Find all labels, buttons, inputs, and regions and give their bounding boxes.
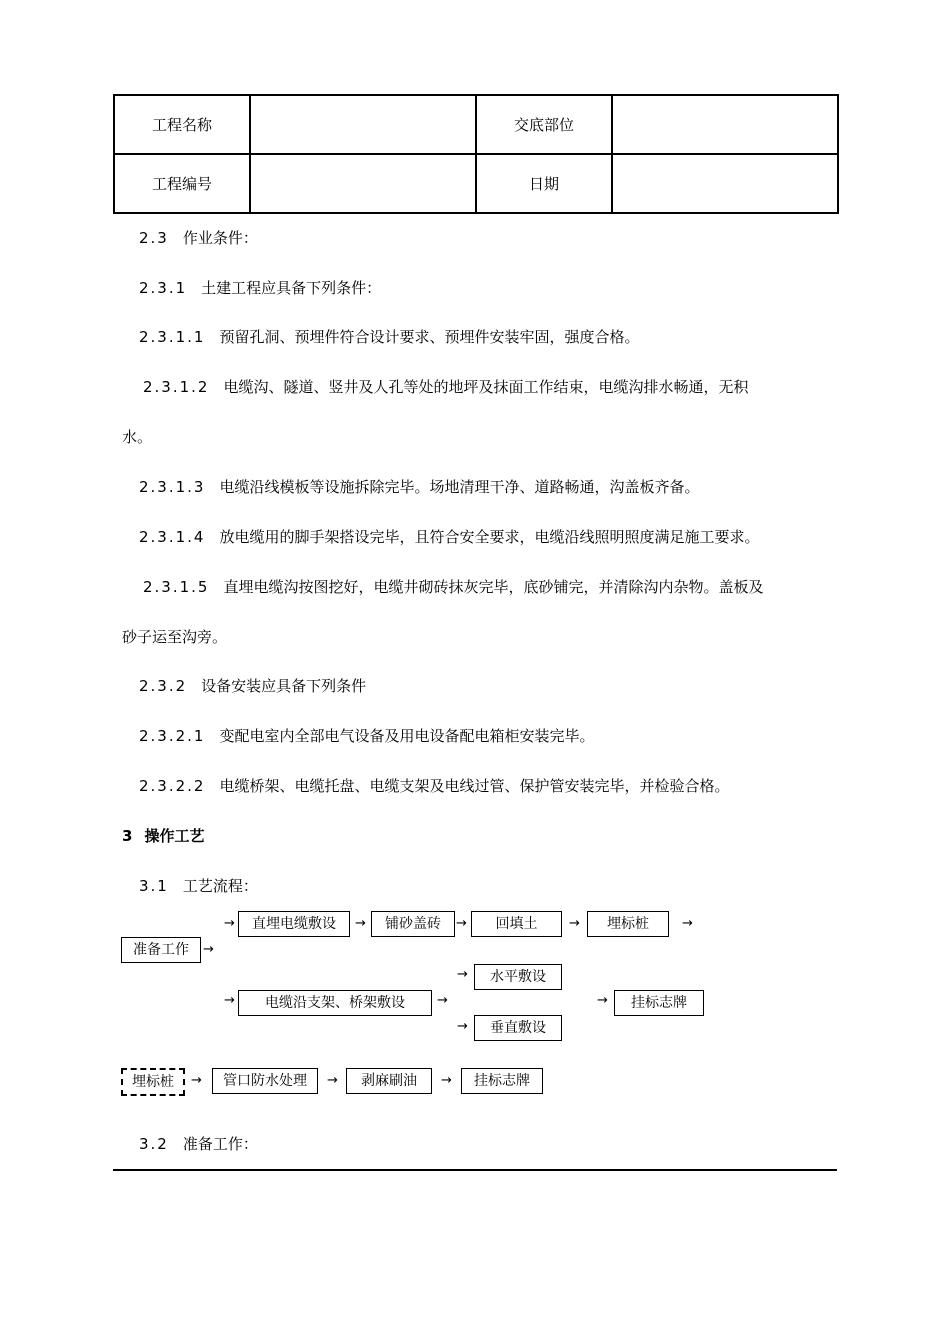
- para-2-3-2: 2.3.2 设备安装应具备下列条件: [139, 677, 367, 695]
- para-2-3-1-2: 2.3.1.2 电缆沟、隧道、竖井及人孔等处的地坪及抹面工作结束，电缆沟排水畅通，无积: [143, 378, 749, 396]
- flow-box-sign-tag: 挂标志牌: [614, 990, 704, 1016]
- flow-arrow: →: [682, 916, 693, 931]
- flow-arrow: →: [437, 993, 448, 1008]
- section-3-2-heading: 3.2 准备工作：: [139, 1135, 258, 1153]
- para-2-3-1-1: 2.3.1.1 预留孔洞、预埋件符合设计要求、预埋件安装牢固，强度合格。: [139, 328, 640, 346]
- flow-arrow: →: [191, 1073, 202, 1088]
- project-name-label: 工程名称: [114, 95, 250, 154]
- disclosure-part-value: [612, 95, 838, 154]
- flow-box-backfill: 回填土: [471, 911, 562, 937]
- para-2-3: 2.3 作业条件：: [139, 229, 258, 247]
- flow-arrow: →: [224, 993, 235, 1008]
- flow-box-marker-pile: 埋标桩: [587, 911, 669, 937]
- flow-box-bracket-lay: 电缆沿支架、桥架敷设: [238, 990, 432, 1016]
- flow-box-horizontal-lay: 水平敷设: [474, 964, 562, 990]
- flow-box-pipe-waterproof: 管口防水处理: [212, 1068, 318, 1094]
- project-name-value: [250, 95, 476, 154]
- flow-arrow: →: [457, 1019, 468, 1034]
- date-label: 日期: [476, 154, 612, 213]
- flow-arrow: →: [224, 916, 235, 931]
- para-2-3-1: 2.3.1 土建工程应具备下列条件：: [139, 279, 382, 297]
- flow-arrow: →: [456, 916, 467, 931]
- flow-box-direct-lay: 直埋电缆敷设: [238, 911, 350, 937]
- disclosure-part-label: 交底部位: [476, 95, 612, 154]
- flow-arrow: →: [327, 1073, 338, 1088]
- para-2-3-2-1: 2.3.2.1 变配电室内全部电气设备及用电设备配电箱柜安装完毕。: [139, 727, 595, 745]
- para-2-3-1-2-cont: 水。: [122, 428, 153, 446]
- project-no-label: 工程编号: [114, 154, 250, 213]
- flow-arrow: →: [457, 967, 468, 982]
- para-2-3-1-5-cont: 砂子运至沟旁。: [122, 628, 228, 646]
- section-3-heading: 3 操作工艺: [122, 827, 205, 845]
- flow-box-prep: 准备工作: [121, 937, 201, 963]
- project-no-value: [250, 154, 476, 213]
- flow-box-strip-paint: 剥麻刷油: [346, 1068, 432, 1094]
- flow-box-sand-cover: 铺砂盖砖: [371, 911, 455, 937]
- date-value: [612, 154, 838, 213]
- section-3-1-heading: 3.1 工艺流程：: [139, 877, 258, 895]
- flow-arrow: →: [203, 942, 214, 957]
- flow-box-vertical-lay: 垂直敷设: [474, 1015, 562, 1041]
- header-table: [113, 94, 839, 214]
- para-2-3-1-4: 2.3.1.4 放电缆用的脚手架搭设完毕，且符合安全要求，电缆沿线照明照度满足施工要求。: [139, 528, 760, 546]
- para-2-3-1-5: 2.3.1.5 直埋电缆沟按图挖好，电缆井砌砖抹灰完毕，底砂铺完，并清除沟内杂物。盖板及: [143, 578, 764, 596]
- para-2-3-1-3: 2.3.1.3 电缆沿线模板等设施拆除完毕。场地清理干净、道路畅通，沟盖板齐备。: [139, 478, 700, 496]
- flow-arrow: →: [355, 916, 366, 931]
- footer-rule: [113, 1169, 837, 1171]
- flow-arrow: →: [597, 993, 608, 1008]
- flow-arrow: →: [569, 916, 580, 931]
- flow-box-sign-tag-2: 挂标志牌: [461, 1068, 543, 1094]
- flow-box-marker-pile-dashed: 埋标桩: [121, 1068, 185, 1096]
- flow-arrow: →: [441, 1073, 452, 1088]
- para-2-3-2-2: 2.3.2.2 电缆桥架、电缆托盘、电缆支架及电线过管、保护管安装完毕，并检验合格。: [139, 777, 730, 795]
